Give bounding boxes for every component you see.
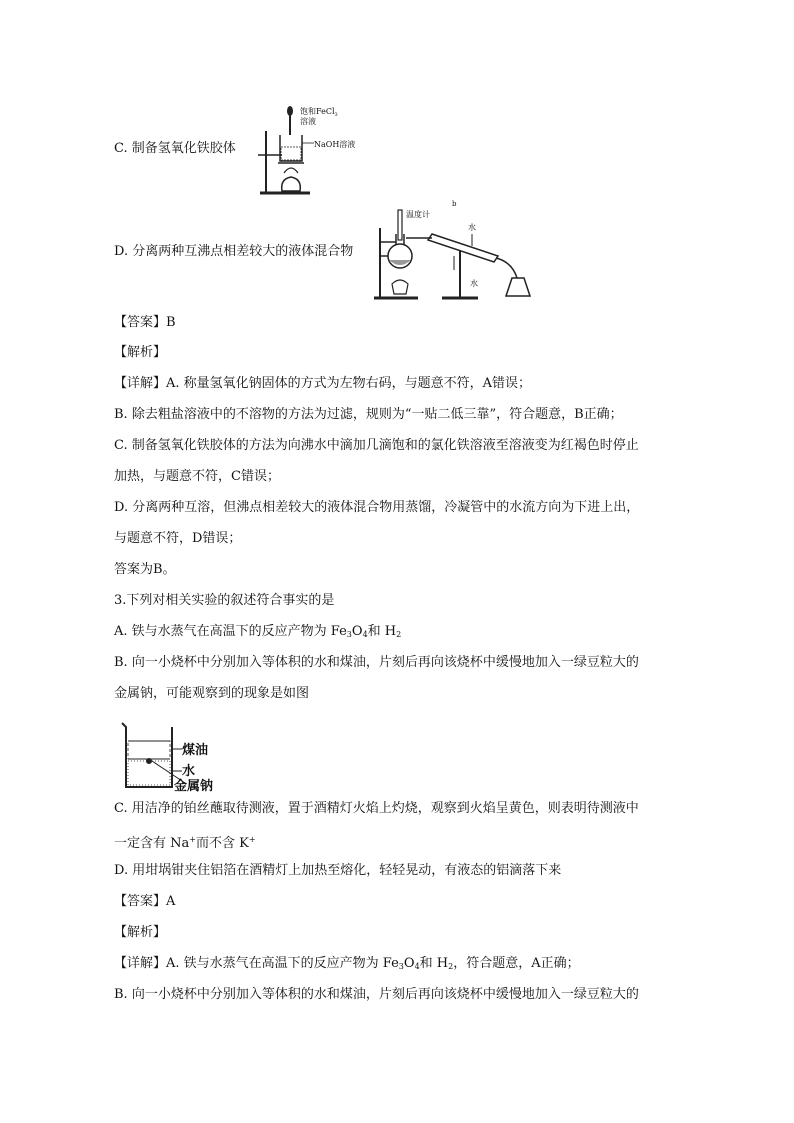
svg-text:温度计: 温度计 bbox=[406, 210, 430, 219]
q3-answer: 【答案】A bbox=[114, 894, 176, 909]
svg-text:金属钠: 金属钠 bbox=[174, 779, 214, 793]
beaker-sodium-figure bbox=[118, 719, 248, 793]
iron-stand-middle-icon bbox=[442, 250, 478, 298]
conclusion-1: 答案为B。 bbox=[114, 562, 176, 577]
answer-1: 【答案】B bbox=[114, 315, 176, 330]
detail-1-a: 【详解】A. 称量氢氧化钠固体的方式为左物右码，与题意不符，A错误； bbox=[114, 376, 532, 391]
condenser-icon bbox=[406, 234, 517, 278]
q3-option-b2: 金属钠，可能观察到的现象是如图 bbox=[114, 686, 310, 701]
q3-option-d: D. 用坩埚钳夹住铝箔在酒精灯上加热至熔化，轻轻晃动，有液态的铝滴落下来 bbox=[114, 863, 562, 878]
svg-text:溶液: 溶液 bbox=[300, 117, 316, 126]
beaker-icon bbox=[280, 135, 314, 161]
svg-text:煤油: 煤油 bbox=[182, 743, 209, 758]
option-c-text: C. 制备氢氧化铁胶体 bbox=[114, 141, 236, 156]
flask-icon bbox=[388, 234, 412, 268]
conical-flask-icon bbox=[506, 278, 530, 296]
analysis-1: 【解析】 bbox=[114, 345, 167, 360]
q3-option-c2: 一定含有 Na+而不含 K+ bbox=[114, 835, 256, 851]
svg-text:NaOH溶液: NaOH溶液 bbox=[314, 140, 356, 149]
detail-1-d2: 与题意不符，D错误； bbox=[114, 531, 242, 546]
alcohol-lamp-icon bbox=[278, 163, 304, 191]
detail-1-c1: C. 制备氢氧化铁胶体的方法为向沸水中滴加几滴饱和的氯化铁溶液至溶液变为红褐色时停止 bbox=[114, 438, 639, 453]
burner-icon bbox=[392, 280, 408, 294]
detail-1-c2: 加热，与题意不符，C错误； bbox=[114, 469, 280, 484]
detail-1-b: B. 除去粗盐溶液中的不溶物的方法为过滤，规则为“一贴二低三靠”，符合题意，B正确； bbox=[114, 407, 623, 422]
beaker-icon bbox=[122, 723, 182, 787]
thermometer-icon bbox=[398, 210, 402, 240]
svg-text:水: 水 bbox=[470, 279, 478, 288]
dropper-icon bbox=[287, 106, 293, 135]
question-3-stem: 3.下列对相关实验的叙述符合事实的是 bbox=[114, 593, 335, 608]
q3-option-b1: B. 向一小烧杯中分别加入等体积的水和煤油，片刻后再向该烧杯中缓慢地加入一绿豆粒大的 bbox=[114, 655, 639, 670]
svg-text:水: 水 bbox=[182, 764, 196, 779]
svg-text:饱和FeCl3: 饱和FeCl$_3$ bbox=[300, 107, 338, 118]
colloid-apparatus-figure bbox=[258, 103, 368, 198]
svg-text:b: b bbox=[452, 200, 457, 208]
q3-option-a: A. 铁与水蒸气在高温下的反应产物为 $Fe_3O_4$和 $H_2$ bbox=[114, 624, 402, 639]
q3-option-c1: C. 用洁净的铂丝蘸取待测液，置于酒精灯火焰上灼烧，观察到火焰呈黄色，则表明待测液中 bbox=[114, 801, 639, 816]
distillation-apparatus-figure bbox=[372, 200, 534, 300]
svg-text:水: 水 bbox=[468, 223, 476, 232]
q3-detail-a: 【详解】A. 铁与水蒸气在高温下的反应产物为 $Fe_3O_4$和 $H_2$，符合题意，A正确； bbox=[114, 956, 580, 971]
q3-detail-b: B. 向一小烧杯中分别加入等体积的水和煤油，片刻后再向该烧杯中缓慢地加入一绿豆粒大的 bbox=[114, 987, 639, 1002]
option-d-text: D. 分离两种互沸点相差较大的液体混合物 bbox=[114, 244, 354, 259]
q3-analysis: 【解析】 bbox=[114, 925, 167, 940]
detail-1-d1: D. 分离两种互溶，但沸点相差较大的液体混合物用蒸馏，冷凝管中的水流方向为下进上出， bbox=[114, 500, 640, 515]
